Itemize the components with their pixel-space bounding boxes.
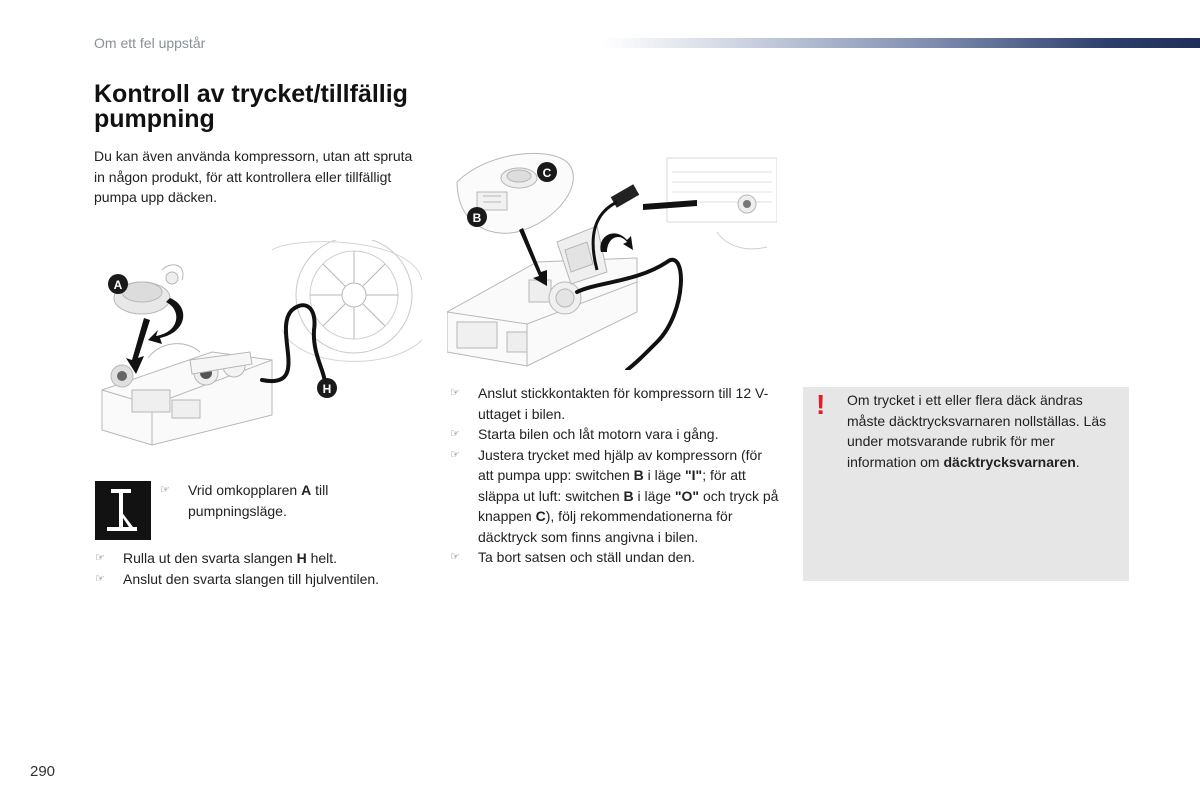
pointing-hand-icon: ☞: [160, 484, 170, 496]
svg-text:A: A: [113, 278, 123, 292]
compressor-wheel-illustration: [92, 240, 422, 455]
intro-paragraph: Du kan även använda kompressorn, utan att spruta in någon produkt, för att kontrollera eller tillfälligt pumpa upp däcken.: [94, 148, 413, 205]
pointing-hand-icon: ☞: [95, 552, 105, 564]
step-list-mode: [160, 480, 405, 521]
list-item: ☞ Anslut den svarta slangen till hjulventilen.: [95, 569, 435, 590]
list-item: ☞ Anslut stickkontakten för kompressorn till 12 V-uttaget i bilen.: [450, 385, 769, 422]
svg-text:C: C: [542, 166, 552, 180]
svg-text:B: B: [472, 211, 482, 225]
pointing-hand-icon: ☞: [450, 551, 460, 563]
list-item: ☞ Starta bilen och låt motorn vara i gång.: [450, 424, 780, 445]
step-list-hose: [95, 548, 435, 589]
warning-exclamation-icon: !: [816, 389, 826, 420]
pointing-hand-icon: ☞: [95, 572, 105, 585]
section-label: Om ett fel uppstår: [94, 35, 206, 51]
callout-a: [108, 274, 128, 294]
list-item: ☞ Rulla ut den svarta slangen H helt.: [95, 548, 435, 569]
callout-b: [467, 207, 487, 227]
callout-c: [537, 162, 557, 182]
page-number: 290: [30, 763, 56, 780]
pump-mode-icon: [95, 481, 151, 540]
pointing-hand-icon: ☞: [450, 387, 460, 399]
svg-text:H: H: [322, 382, 332, 396]
list-item: ☞ Vrid omkopplaren A till pumpningsläge.: [160, 482, 329, 519]
callout-h: [317, 378, 337, 398]
pointing-hand-icon: ☞: [450, 428, 460, 440]
step-list-compressor: [450, 383, 780, 568]
list-item: ☞ Ta bort satsen och ställ undan den.: [450, 547, 780, 568]
page-title: Kontroll av trycket/tillfällig pumpning: [94, 80, 408, 133]
warning-text: Om trycket i ett eller flera däck ändras måste däcktrycksvarnaren nollställas. Läs under motsvarande rubrik för mer information om däcktrycksvarnaren.: [847, 392, 1107, 470]
header-rule: [602, 38, 1200, 48]
pointing-hand-icon: ☞: [450, 448, 460, 461]
compressor-outlet-illustration: [447, 152, 777, 370]
list-item: ☞ Justera trycket med hjälp av kompressorn (för att pumpa upp: switchen B i läge "I"; för att släppa ut luft: switchen B i läge "O" och tryck på knappen C), följ rekommendationerna för däcktryck som finns angivna i bilen.: [450, 446, 779, 545]
